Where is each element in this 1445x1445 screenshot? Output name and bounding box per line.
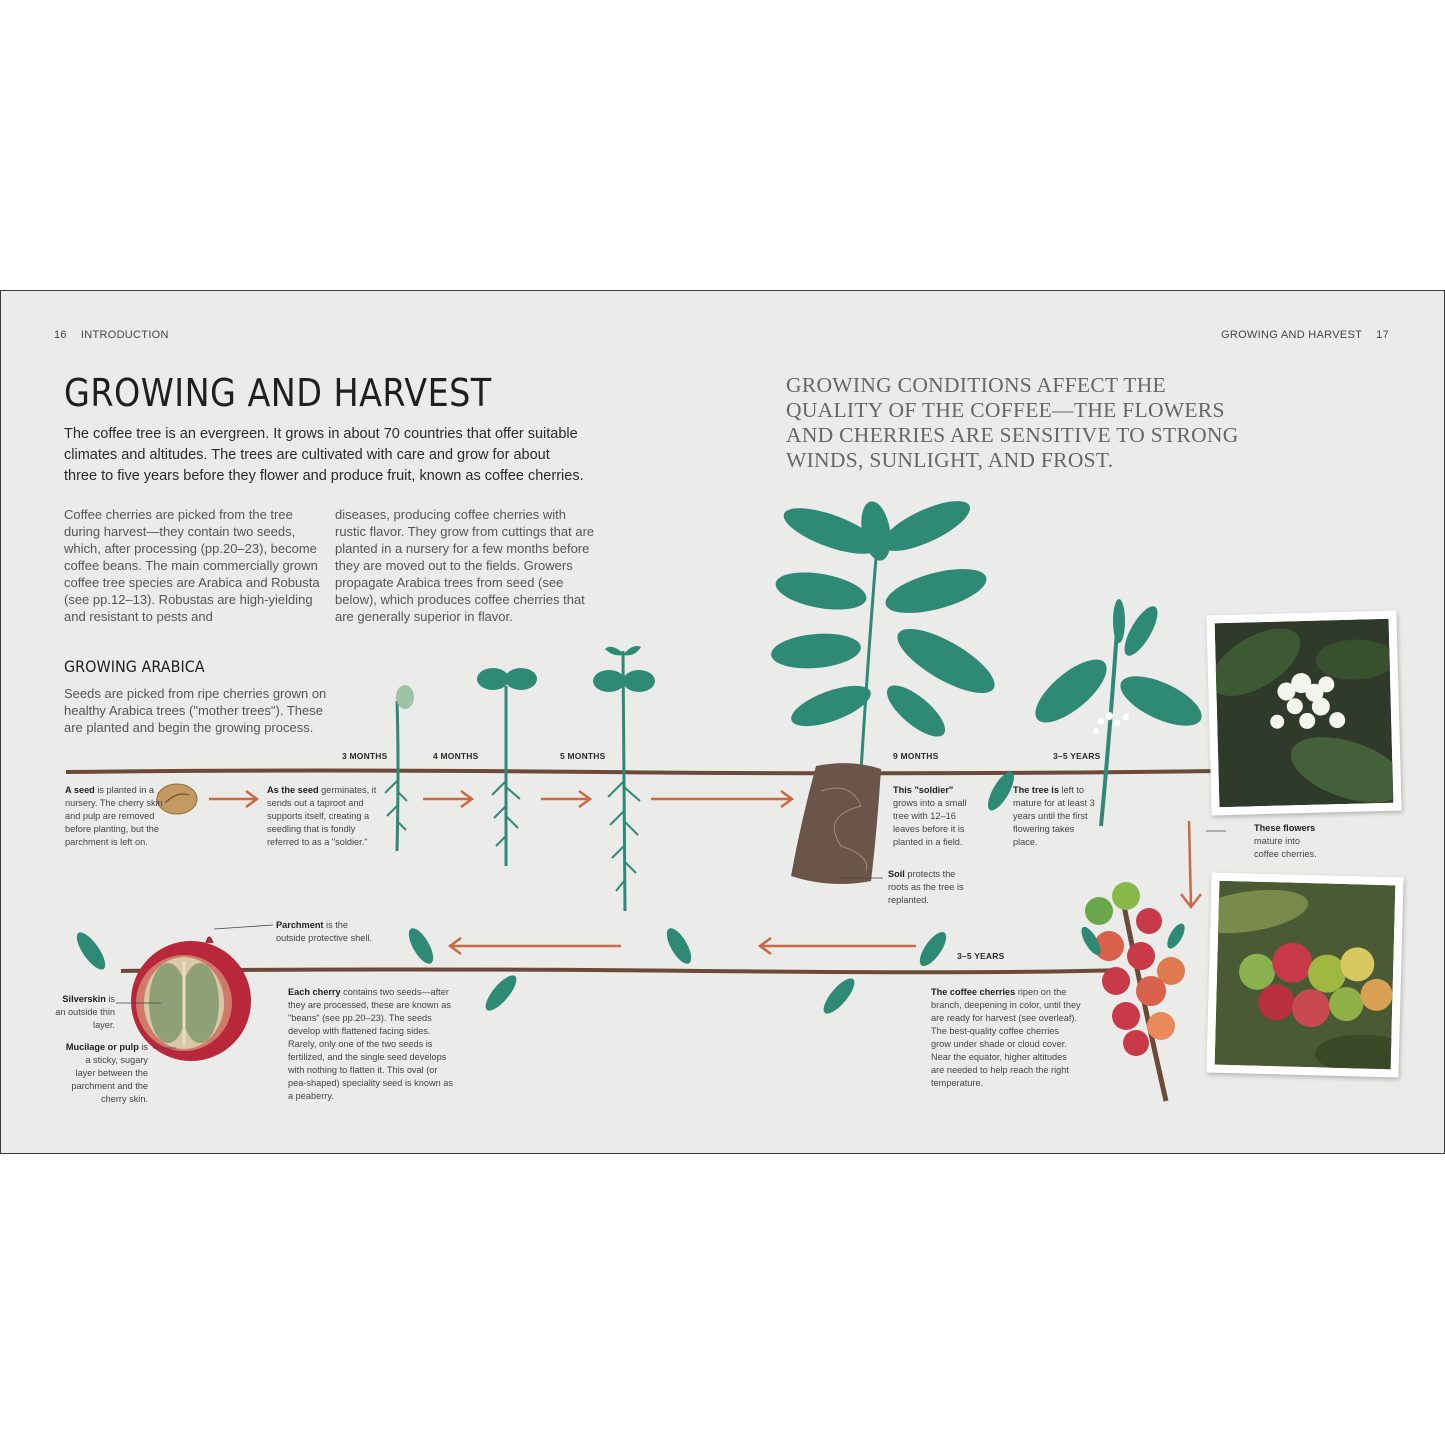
top-soil-line: [66, 771, 1216, 774]
page-title: GROWING AND HARVEST: [64, 371, 492, 415]
cherry-branch-icon: [1078, 882, 1188, 1101]
caption-tree: The tree is left to mature for at least 3 years until the first flowering takes place.: [1013, 785, 1095, 847]
caption-germinates: As the seed germinates, it sends out a taproot and supports itself, creating a seedling that is fondly referred to as a "soldier.": [267, 785, 377, 847]
coffee-cherries-photo: [1206, 873, 1403, 1078]
leaf-icon: [72, 928, 110, 973]
seedling-5-months-icon: [593, 646, 655, 911]
caption-mucilage: Mucilage or pulp is a sticky, sugary layer between the parchment and the cherry skin.: [65, 1042, 148, 1104]
stage-label-3-months: 3 MONTHS: [342, 751, 388, 761]
caption-each-cherry: Each cherry contains two seeds—after they are processed, these are known as "beans" (see pp.20–23). The seeds develop with flattened facing sides. Rarely, only one of the two seeds is fertilized, and the single seed develops with nothing to flatten it. This oval (or pea-shaped) speciality seed is known as a peaberry.: [288, 987, 453, 1101]
caption-silverskin: Silverskin is an outside thin layer.: [55, 994, 115, 1030]
arrow-left-icon: [760, 938, 916, 954]
coffee-seed-icon: [157, 784, 197, 814]
caption-soldier: This "soldier" grows into a small tree with 12–16 leaves before it is planted in a field.: [893, 785, 967, 847]
body-column-2: diseases, producing coffee cherries with rustic flavor. They grow from cuttings that are planted in a nursery for a few months before they are moved out to the fields. Growers propagate Arabica trees from seed (see below), which produces coffee cherries that are generally superior in flavor.: [335, 507, 595, 624]
growing-arabica-text: Seeds are picked from ripe cherries grown on healthy Arabica trees ("mother trees"). These are planted and begin the growing process.: [64, 686, 327, 735]
leaf-icon: [481, 971, 522, 1015]
caption-seed: A seed is planted in a nursery. The cherry skin and pulp are removed before planting, but the parchment is left on.: [65, 785, 163, 847]
leaf-icon: [819, 974, 860, 1018]
coffee-flowers-photo: [1206, 611, 1401, 816]
stage-label-4-months: 4 MONTHS: [433, 751, 479, 761]
left-page-number: 16: [54, 329, 67, 341]
stage-label-9-months: 9 MONTHS: [893, 751, 939, 761]
stage-label-5-months: 5 MONTHS: [560, 751, 606, 761]
leaf-icon: [662, 925, 696, 968]
book-spread: [0, 290, 1445, 1154]
arrow-down-icon: [1181, 821, 1201, 907]
stage-label-3-5-years-bottom: 3–5 YEARS: [957, 951, 1005, 961]
caption-coffee-cherries: The coffee cherries ripen on the branch, deepening in color, until they are ready for harvest (see overleaf). The best-quality coffee cherries grow under shade or cloud cover. Near the equator, higher altitudes are needed to help reach the right temperature.: [931, 987, 1081, 1088]
pull-quote: GROWING CONDITIONS AFFECT THE QUALITY OF THE COFFEE—THE FLOWERS AND CHERRIES ARE SENSITIVE TO STRONG WINDS, SUNLIGHT, AND FROST.: [786, 373, 1239, 472]
arrow-right-icon: [541, 791, 590, 807]
seedling-4-months-icon: [477, 668, 537, 866]
bottom-soil-line: [121, 970, 1121, 973]
caption-flowers: These flowers mature into coffee cherries.: [1254, 823, 1317, 859]
leaf-icon: [404, 925, 438, 968]
arrow-right-icon: [209, 791, 257, 807]
arrow-left-icon: [450, 938, 621, 954]
growing-arabica-heading: GROWING ARABICA: [64, 657, 205, 676]
left-section-name: INTRODUCTION: [80, 329, 169, 341]
caption-parchment: Parchment is the outside protective shell.: [276, 920, 373, 943]
cherry-cross-section-icon: [131, 937, 251, 1061]
stage-label-3-5-years-top: 3–5 YEARS: [1053, 751, 1101, 761]
arrow-right-icon: [423, 791, 472, 807]
body-column-1: Coffee cherries are picked from the tree during harvest—they contain two seeds, which, after processing (pp.20–23), become coffee beans. The main commercially grown coffee tree species are Arabica and Robusta (see pp.12–13). Robustas are high-yielding and resistant to pests and: [64, 507, 320, 624]
leaf-icon: [915, 928, 951, 970]
intro-paragraph: The coffee tree is an evergreen. It grows in about 70 countries that offer suitable climates and altitudes. The trees are cultivated with care and grow for about three to five years before they flower and produce fruit, known as coffee cherries.: [64, 426, 584, 484]
soil-block-icon: [791, 763, 881, 884]
right-section-name: GROWING AND HARVEST: [1220, 329, 1363, 341]
arrow-right-icon: [651, 791, 792, 807]
right-page-number: 17: [1376, 329, 1389, 341]
caption-soil: Soil protects the roots as the tree is replanted.: [888, 869, 964, 905]
seedling-3-months-icon: [385, 685, 414, 851]
